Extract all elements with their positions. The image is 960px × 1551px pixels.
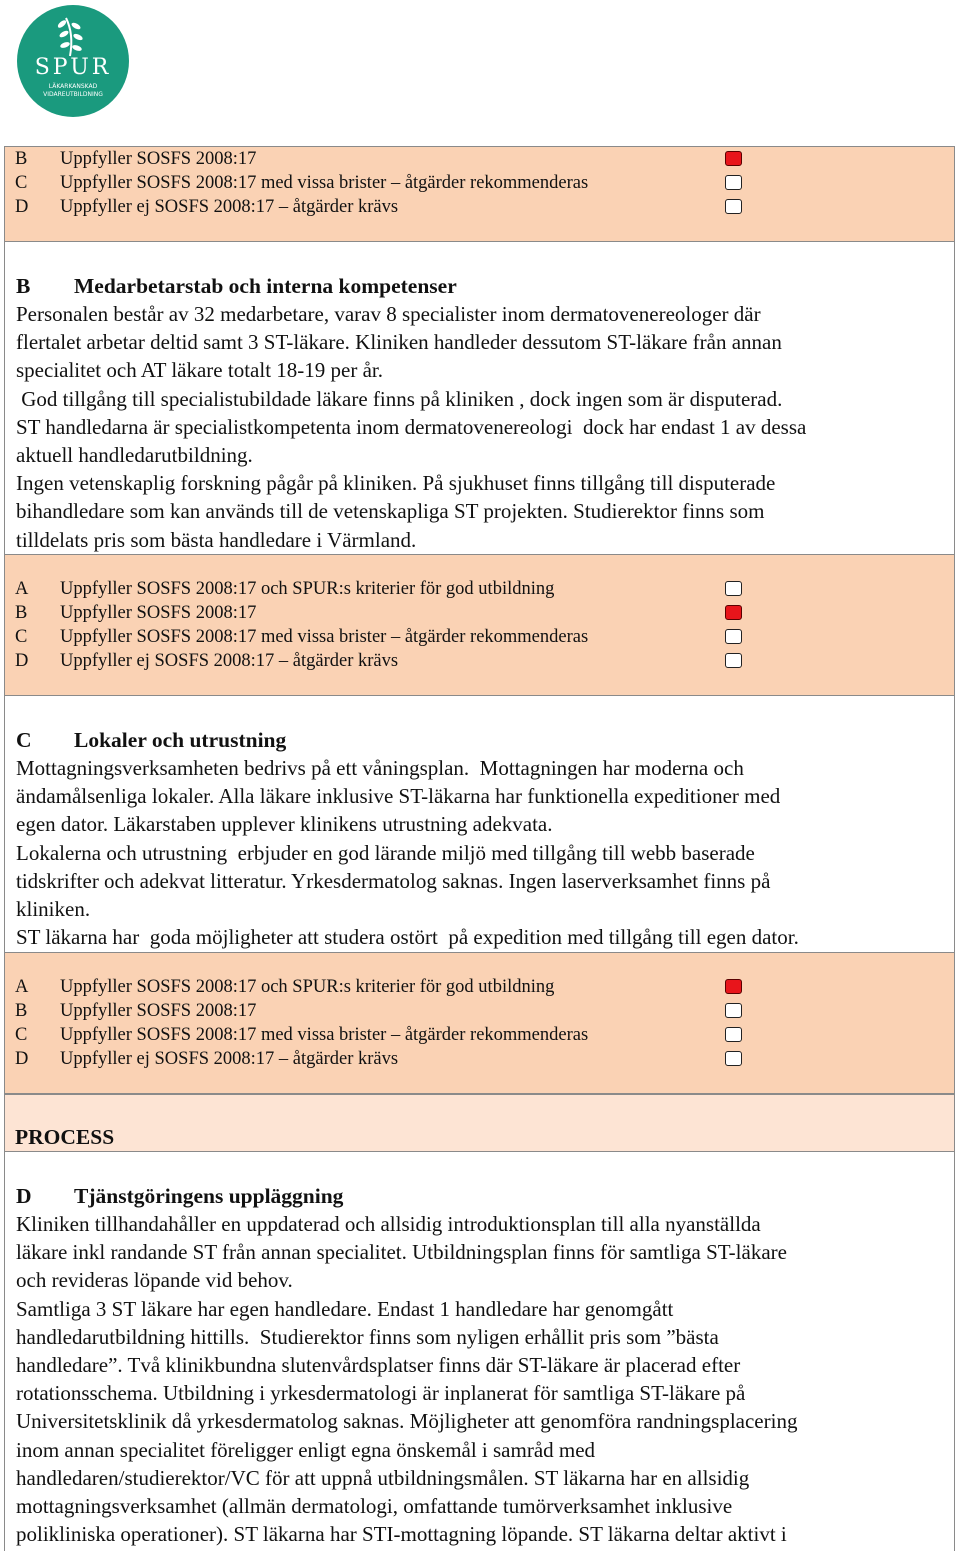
body-line: flertalet arbetar deltid samt 3 ST-läkare. Kliniken handleder dessutom ST-läkare från annan [16, 330, 782, 355]
body-line: specialitet och AT läkare totalt 18-19 per år. [16, 358, 383, 383]
section-d-body [16, 1210, 946, 1548]
body-line: tidskrifter och adekvat litteratur. Yrkesdermatolog saknas. Ingen laserverksamhet finns på [16, 868, 771, 893]
rating-label: Uppfyller SOSFS 2008:17 med vissa brister – åtgärder rekommenderas [60, 627, 589, 647]
rating-label: Uppfyller SOSFS 2008:17 och SPUR:s kriterier för god utbildning [60, 579, 555, 599]
unchecked-box[interactable] [725, 653, 742, 668]
section-c-body [16, 754, 946, 951]
body-line: Samtliga 3 ST läkare har egen handledare. Endast 1 handledare har genomgått [16, 1296, 674, 1321]
body-line: läkare inkl randande ST från annan specialitet. Utbildningsplan finns för samtliga ST-läkare [16, 1240, 787, 1265]
process-title: PROCESS [15, 1125, 115, 1149]
rating-row [5, 577, 954, 601]
rating-row [5, 147, 954, 171]
unchecked-box[interactable] [725, 1051, 742, 1066]
body-line: Kliniken tillhandahåller en uppdaterad och allsidig introduktionsplan till alla nyanställda [16, 1212, 761, 1236]
rating-label: Uppfyller ej SOSFS 2008:17 – åtgärder krävs [60, 197, 399, 217]
rating-row [5, 195, 954, 219]
unchecked-box[interactable] [725, 199, 742, 214]
rating-letter: C [15, 1025, 28, 1045]
body-line: och revideras löpande vid behov. [16, 1268, 293, 1293]
unchecked-box[interactable] [725, 175, 742, 190]
section-c [4, 696, 955, 952]
body-line: polikliniska operationer). ST läkarna har STI-mottagning löpande. ST läkarna deltar aktivt i [16, 1522, 787, 1547]
rating-letter: B [15, 603, 28, 623]
rating-label: Uppfyller SOSFS 2008:17 med vissa brister – åtgärder rekommenderas [60, 173, 589, 193]
rating-letter: D [15, 197, 29, 217]
rating-letter: C [15, 627, 28, 647]
section-d-letter: D [16, 1184, 32, 1208]
rating-row [5, 975, 954, 999]
rating-label: Uppfyller SOSFS 2008:17 [60, 149, 257, 169]
rating-panel-3 [4, 952, 955, 1094]
section-c-title: Lokaler och utrustning [74, 728, 287, 752]
body-line: handledaren/studierektor/VC för att uppnå utbildningsmålen. ST läkarna har en allsidig [16, 1465, 750, 1490]
body-line: Universitetsklinik då yrkesdermatolog saknas. Möjligheter att genomföra randningsplacering [16, 1409, 798, 1434]
rating-letter: B [15, 1001, 28, 1021]
section-d [4, 1152, 955, 1551]
rating-letter: A [15, 977, 29, 997]
rating-row [5, 649, 954, 673]
section-d-heading [16, 1182, 343, 1210]
rating-letter: A [15, 579, 29, 599]
body-line: handledare”. Två klinikbundna slutenvårdsplatser finns där ST-läkare är placerad efter [16, 1353, 741, 1378]
body-line: kliniken. [16, 897, 91, 922]
rating-row [5, 1023, 954, 1047]
body-line: ändamålsenliga lokaler. Alla läkare inklusive ST-läkarna har funktionella expeditioner med [16, 784, 781, 809]
rating-label: Uppfyller SOSFS 2008:17 med vissa brister – åtgärder rekommenderas [60, 1025, 589, 1045]
rating-letter: C [15, 173, 28, 193]
rating-label: Uppfyller ej SOSFS 2008:17 – åtgärder krävs [60, 1049, 399, 1069]
body-line: inom annan specialitet föreligger enligt egna önskemål i samråd med [16, 1437, 596, 1462]
rating-label: Uppfyller SOSFS 2008:17 och SPUR:s kriterier för god utbildning [60, 977, 555, 997]
body-line: bihandledare som kan används till de vetenskapliga ST projekten. Studierektor finns som [16, 499, 765, 524]
unchecked-box[interactable] [725, 1027, 742, 1042]
section-c-letter: C [16, 728, 32, 752]
body-line: Personalen består av 32 medarbetare, varav 8 specialister inom dermatovenereologer där [16, 302, 761, 326]
body-line: Mottagningsverksamheten bedrivs på ett våningsplan. Mottagningen har moderna och [16, 756, 744, 780]
rating-row [5, 1047, 954, 1071]
body-line: ST handledarna är specialistkompetenta inom dermatovenereologi dock har endast 1 av dessa [16, 414, 807, 439]
body-line: egen dator. Läkarstaben upplever klinikens utrustning adekvata. [16, 812, 553, 837]
rating-letter: D [15, 1049, 29, 1069]
spur-logo [14, 4, 132, 118]
section-d-title: Tjänstgöringens uppläggning [74, 1184, 344, 1208]
logo-subtitle-2: VIDAREUTBILDNING [43, 91, 103, 98]
body-line: handledarutbildning hittills. Studierektor finns som nyligen erhållit pris som ”bästa [16, 1324, 719, 1349]
body-line: Lokalerna och utrustning erbjuder en god lärande miljö med tillgång till webb baserade [16, 840, 755, 865]
rating-panel-2 [4, 554, 955, 696]
body-line: rotationsschema. Utbildning i yrkesdermatologi är inplanerat för samtliga ST-läkare på [16, 1381, 746, 1406]
body-line: tilldelats pris som bästa handledare i Värmland. [16, 527, 417, 552]
rating-row [5, 171, 954, 195]
unchecked-box[interactable] [725, 1003, 742, 1018]
body-line: mottagningsverksamhet (allmän dermatologi, omfattande tumörverksamhet inklusive [16, 1494, 733, 1519]
rating-row [5, 625, 954, 649]
section-b [4, 242, 955, 554]
unchecked-box[interactable] [725, 581, 742, 596]
checked-box[interactable] [725, 605, 742, 620]
rating-letter: B [15, 149, 28, 169]
rating-label: Uppfyller ej SOSFS 2008:17 – åtgärder krävs [60, 651, 399, 671]
unchecked-box[interactable] [725, 629, 742, 644]
body-line: God tillgång till specialistubildade läkare finns på kliniken , dock ingen som är disputerad. [16, 386, 783, 411]
rating-label: Uppfyller SOSFS 2008:17 [60, 603, 257, 623]
body-line: ST läkarna har goda möjligheter att studera ostört på expedition med tillgång till egen dator. [16, 925, 799, 950]
process-header [4, 1094, 955, 1152]
section-b-letter: B [16, 274, 31, 298]
rating-letter: D [15, 651, 29, 671]
logo-subtitle-1: LÄKARKANSKAD [48, 83, 98, 90]
checked-box[interactable] [725, 151, 742, 166]
logo-text: SPUR [34, 55, 112, 80]
section-b-body [16, 300, 946, 554]
body-line: Ingen vetenskaplig forskning pågår på kliniken. På sjukhuset finns tillgång till disputerade [16, 471, 776, 496]
rating-label: Uppfyller SOSFS 2008:17 [60, 1001, 257, 1021]
rating-panel-1 [4, 146, 955, 242]
section-b-title: Medarbetarstab och interna kompetenser [74, 274, 457, 298]
body-line: aktuell handledarutbildning. [16, 443, 253, 468]
rating-row [5, 999, 954, 1023]
section-c-heading [16, 726, 286, 754]
rating-row [5, 601, 954, 625]
checked-box[interactable] [725, 979, 742, 994]
section-b-heading [16, 272, 457, 300]
